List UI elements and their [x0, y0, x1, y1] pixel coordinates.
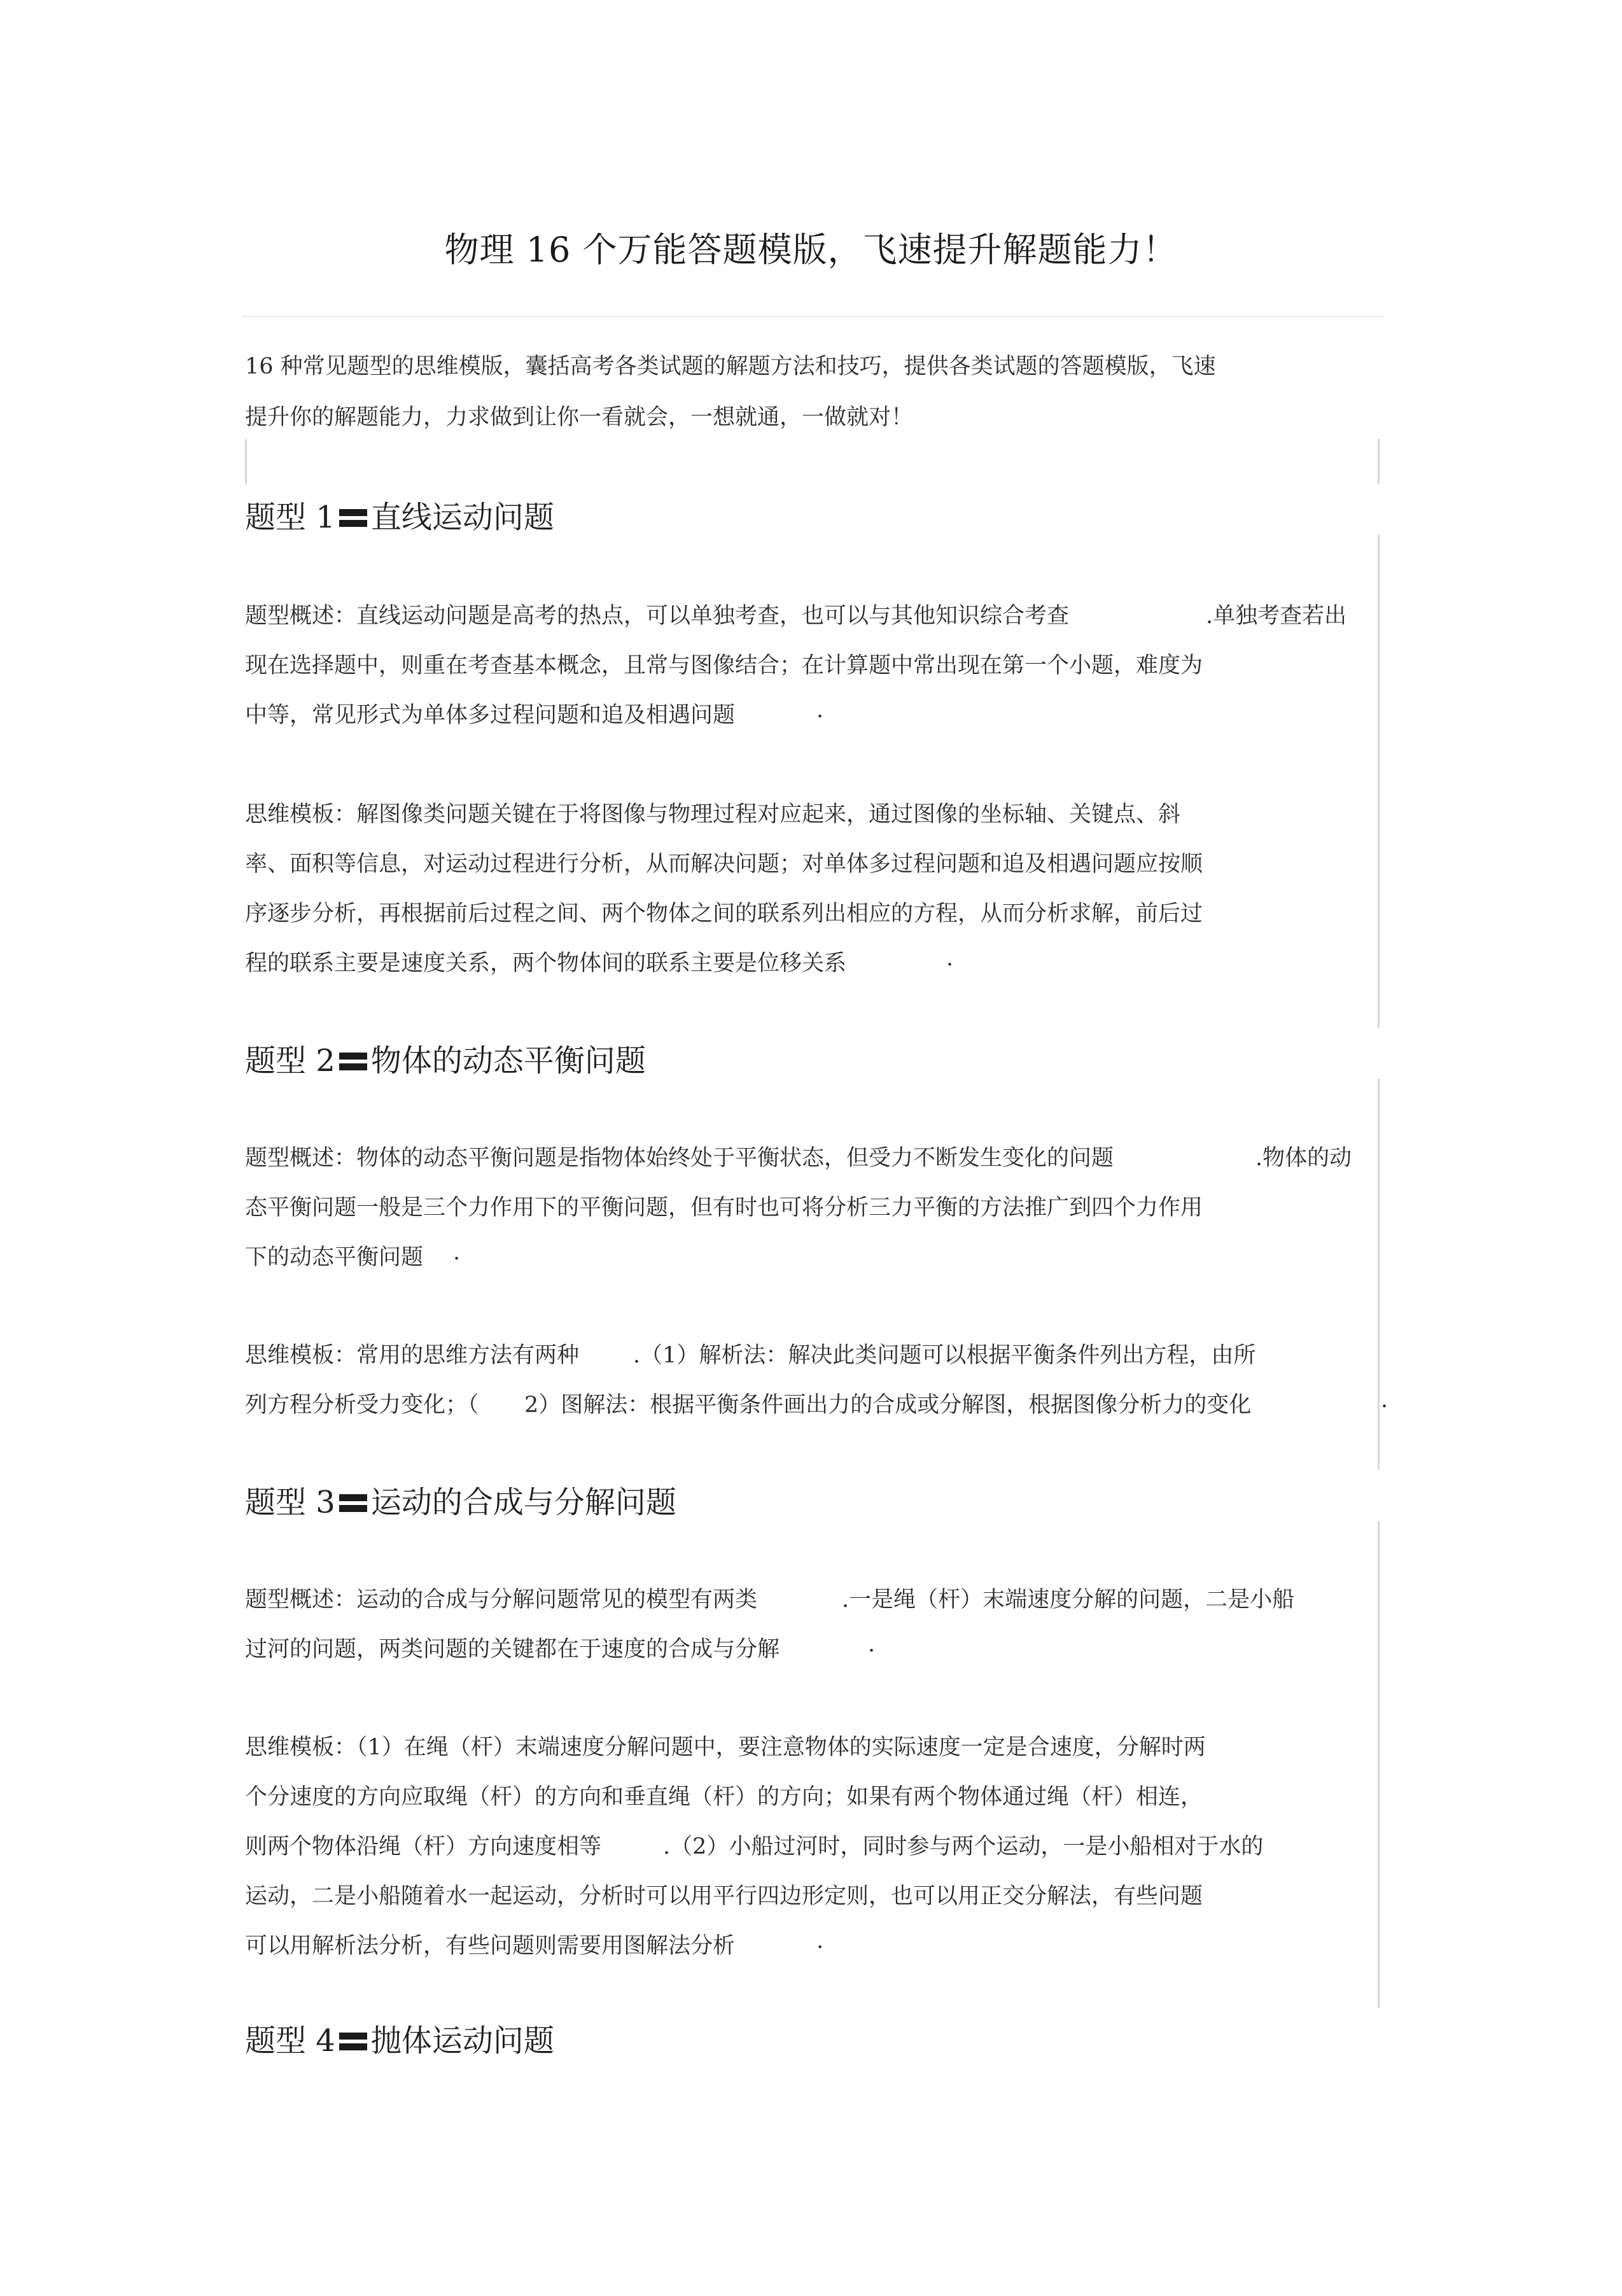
section-heading-4 [245, 2016, 554, 2060]
section-rule [1378, 535, 1380, 1028]
overview-line: 中等，常见形式为单体多过程问题和追及相遇问题 [245, 703, 736, 728]
intro-line: 提升你的解题能力，力求做到让你一看就会，一想就通，一做就对！ [245, 405, 914, 430]
section-name: 直线运动问题 [370, 500, 554, 535]
template-line: 则两个物体沿绳（杆）方向速度相等 [245, 1834, 602, 1859]
overview-line: 题型概述：物体的动态平衡问题是指物体始终处于平衡状态，但受力不断发生变化的问题 [245, 1145, 1114, 1171]
template-line: . [816, 1928, 824, 1954]
template-line: .（1）解析法：解决此类问题可以根据平衡条件列出方程，由所 [633, 1343, 1256, 1368]
overview-line: .物体的动 [1255, 1145, 1352, 1171]
overview-line: 题型概述：运动的合成与分解问题常见的模型有两类 [245, 1587, 758, 1613]
template-line: 率、面积等信息，对运动过程进行分析，从而解决问题；对单体多过程问题和追及相遇问题应按顺 [245, 851, 1203, 877]
double-bar-icon [339, 1053, 367, 1070]
section-label: 题型 1 [245, 500, 335, 535]
section-label: 题型 2 [245, 1043, 335, 1079]
section-rule [1378, 439, 1380, 484]
title-divider [242, 316, 1383, 317]
overview-line: 态平衡问题一般是三个力作用下的平衡问题，但有时也可将分析三力平衡的方法推广到四个力作用 [245, 1195, 1203, 1221]
template-line: 列方程分析受力变化；（ [245, 1392, 479, 1418]
section-heading-3 [245, 1478, 676, 1522]
overview-line: . [816, 697, 824, 723]
overview-line: 题型概述：直线运动问题是高考的热点，可以单独考查，也可以与其他知识综合考查 [245, 603, 1070, 629]
section-label: 题型 3 [245, 1485, 335, 1520]
section-name: 抛体运动问题 [370, 2023, 554, 2059]
section-rule [245, 439, 247, 484]
section-label: 题型 4 [245, 2023, 335, 2059]
template-line: 程的联系主要是速度关系，两个物体间的联系主要是位移关系 [245, 951, 847, 976]
overview-line: .一是绳（杆）末端速度分解的问题，二是小船 [842, 1587, 1295, 1613]
overview-line: . [868, 1632, 876, 1657]
section-rule [1378, 1521, 1380, 2008]
double-bar-icon [339, 1494, 367, 1512]
page-title: 物理 16 个万能答题模版，飞速提升解题能力！ [444, 230, 1178, 270]
template-line: 思维模板：解图像类问题关键在于将图像与物理过程对应起来，通过图像的坐标轴、关键点、斜 [245, 802, 1181, 827]
template-line: . [946, 946, 954, 971]
template-line: 思维模板：常用的思维方法有两种 [245, 1343, 580, 1368]
overview-line: 过河的问题，两类问题的关键都在于速度的合成与分解 [245, 1637, 780, 1662]
template-line: 2）图解法：根据平衡条件画出力的合成或分解图，根据图像分析力的变化 [524, 1392, 1252, 1418]
section-name: 运动的合成与分解问题 [370, 1485, 676, 1520]
section-heading-1 [245, 493, 554, 536]
template-line: .（2）小船过河时，同时参与两个运动，一是小船相对于水的 [663, 1834, 1264, 1859]
template-line: 可以用解析法分析，有些问题则需要用图解法分析 [245, 1933, 736, 1959]
template-line: 序逐步分析，再根据前后过程之间、两个物体之间的联系列出相应的方程，从而分析求解，前后过 [245, 901, 1203, 927]
overview-line: 现在选择题中，则重在考查基本概念，且常与图像结合；在计算题中常出现在第一个小题，难度为 [245, 653, 1203, 678]
overview-line: .单独考查若出 [1206, 603, 1347, 629]
double-bar-icon [339, 509, 367, 527]
template-line: 运动，二是小船随着水一起运动，分析时可以用平行四边形定则，也可以用正交分解法，有些问题 [245, 1884, 1203, 1909]
template-line: 个分速度的方向应取绳（杆）的方向和垂直绳（杆）的方向；如果有两个物体通过绳（杆）相连， [245, 1784, 1203, 1810]
overview-line: 下的动态平衡问题 [245, 1245, 424, 1270]
section-name: 物体的动态平衡问题 [370, 1043, 646, 1079]
intro-line: 16 种常见题型的思维模版，囊括高考各类试题的解题方法和技巧，提供各类试题的答题模版，飞速 [245, 354, 1216, 379]
overview-line: . [453, 1240, 461, 1265]
double-bar-icon [339, 2033, 367, 2050]
section-rule [1378, 1079, 1380, 1470]
section-heading-2 [245, 1036, 646, 1080]
template-line: 思维模板：（1）在绳（杆）末端速度分解问题中，要注意物体的实际速度一定是合速度，分解时两 [245, 1735, 1206, 1760]
template-line: . [1381, 1387, 1388, 1413]
